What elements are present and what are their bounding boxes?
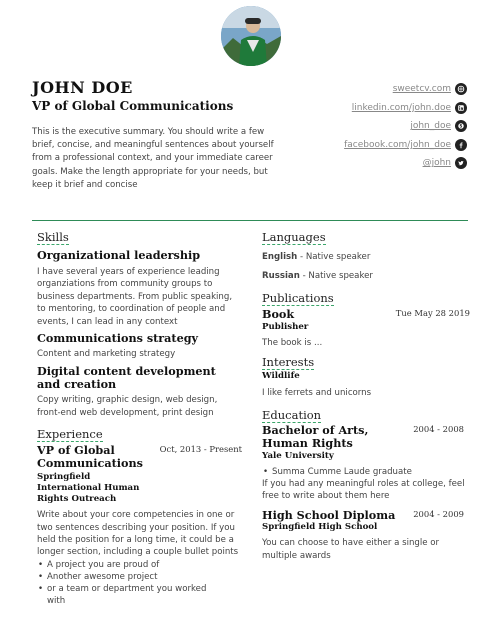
twitter-link[interactable]: @john: [422, 158, 451, 169]
globe-icon: [455, 83, 467, 95]
education-description: If you had any meaningful roles at college, feel free to write about them here: [262, 478, 465, 502]
linkedin-icon: [455, 102, 467, 114]
skill-description: Copy writing, graphic design, web design, front-end web development, print design: [37, 395, 218, 418]
linkedin-link[interactable]: linkedin.com/john.doe: [351, 102, 451, 113]
publication-publisher: Publisher: [262, 321, 309, 332]
education-heading: Education: [262, 407, 322, 422]
job-title: VP of Global Communications: [32, 99, 234, 113]
education-date: 2004 - 2009: [413, 509, 464, 520]
skill-name: Communications strategy: [37, 331, 199, 346]
skype-link[interactable]: john_doe: [410, 121, 451, 132]
experience-description: Write about your core competencies in one or two sentences describing your position. If you held the position for a long time, it could be a longer section, including a couple bullet points: [37, 510, 239, 558]
education-date: 2004 - 2008: [413, 423, 464, 434]
right-column: [262, 226, 470, 562]
contact-linkedin: [267, 99, 467, 118]
list-item: • Summa Cumme Laude graduate: [262, 466, 470, 478]
experience-location: Springfield: [37, 472, 91, 483]
website-link[interactable]: sweetcv.com: [392, 84, 451, 95]
skill-name: Digital content development and creation: [37, 364, 216, 392]
skills-heading: Skills: [37, 230, 69, 244]
publication-description: The book is ...: [262, 337, 323, 348]
language-item: [262, 270, 470, 282]
language-name: Russian: [262, 271, 300, 282]
skill-description: Content and marketing strategy: [37, 349, 176, 360]
header-divider: [32, 220, 468, 221]
list-item: • or a team or department you worked with: [37, 583, 227, 607]
education-header: [262, 509, 470, 522]
interest-description: I like ferrets and unicorns: [262, 388, 372, 399]
language-name: English: [262, 252, 298, 262]
education-bullets: [262, 466, 470, 478]
candidate-name: JOHN DOE: [32, 78, 133, 97]
experience-organization: International Human Rights Outreach: [37, 483, 140, 505]
contact-twitter: [267, 154, 467, 173]
education-header: [262, 424, 470, 450]
twitter-icon: [455, 157, 467, 169]
list-item: • Another awesome project: [37, 571, 242, 583]
experience-role: VP of Global Communications: [37, 443, 143, 471]
contact-facebook: [267, 136, 467, 155]
facebook-link[interactable]: facebook.com/john_doe: [344, 139, 451, 150]
svg-text:S: S: [459, 123, 463, 129]
avatar: [221, 6, 281, 66]
interests-heading: Interests: [262, 355, 315, 370]
interest-title: Wildlife: [262, 371, 300, 382]
publications-heading: Publications: [262, 290, 334, 305]
publication-date: Tue May 28 2019: [395, 307, 470, 318]
facebook-icon: [455, 139, 467, 151]
language-level: - Native speaker: [299, 271, 373, 282]
contact-skype: [267, 117, 467, 136]
left-column: [37, 226, 242, 607]
experience-date: Oct, 2013 - Present: [159, 444, 242, 455]
education-school: Springfield High School: [262, 522, 378, 533]
executive-summary: This is the executive summary. You should write a few brief, concise, and meaningful sentences about yourself from a professional context, and your immediate career goals. Make the length appropriate for your needs, but keep it brief and concise: [32, 127, 274, 190]
profile-photo: [221, 6, 281, 66]
contact-website: [267, 80, 467, 99]
education-degree: High School Diploma: [262, 508, 396, 523]
publication-header: [262, 308, 470, 321]
list-item: • A project you are proud of: [37, 559, 242, 571]
education-school: Yale University: [262, 450, 334, 461]
language-item: [262, 251, 470, 263]
experience-bullets: [37, 559, 242, 607]
experience-header: [37, 444, 242, 470]
experience-heading: Experience: [37, 427, 103, 442]
skype-icon: [455, 120, 467, 132]
publication-title: Book: [262, 306, 295, 321]
contact-list: [267, 80, 467, 173]
skill-name: Organizational leadership: [37, 248, 201, 262]
skill-description: I have several years of experience leading organziations from community groups to business departments. From public speaking, to mentoring, to coordination of people and events, I can lead in any context: [37, 267, 233, 327]
education-description: You can choose to have either a single or multiple awards: [262, 538, 440, 561]
language-level: - Native speaker: [297, 252, 371, 262]
languages-heading: Languages: [262, 230, 326, 244]
education-degree: Bachelor of Arts, Human Rights: [262, 422, 369, 450]
